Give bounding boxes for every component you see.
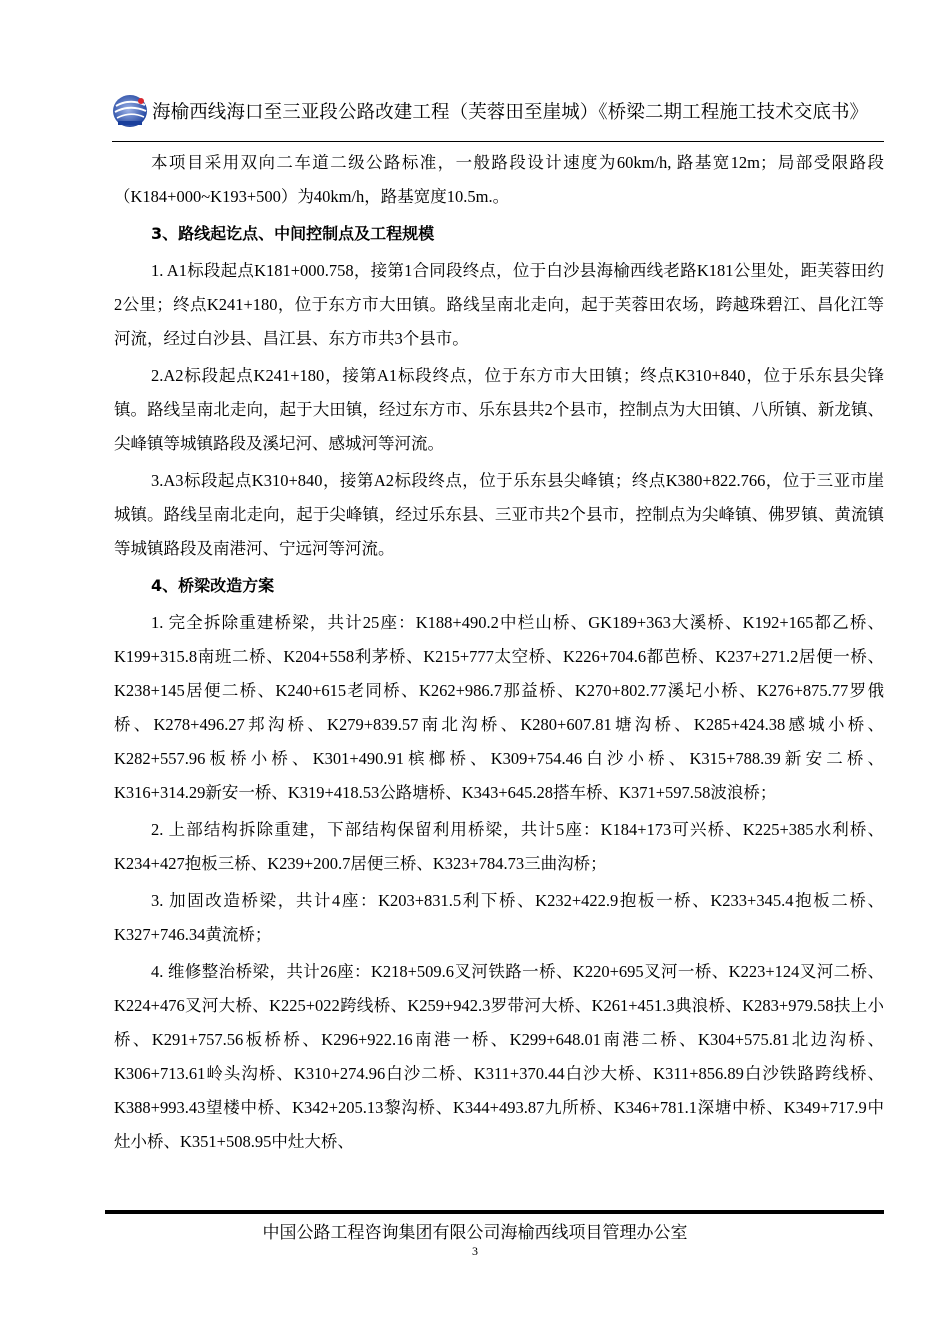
footer-divider [105,1210,884,1214]
section-3-paragraph-1: 1. A1标段起点K181+000.758，接第1合同段终点，位于白沙县海榆西线老路K181公里处，距芙蓉田约2公里；终点K241+180，位于东方市大田镇。路线呈南北走向，起于芙蓉田农场，跨越珠碧江、昌化江等河流，经过白沙县、昌江县、东方市共3个县市。 [114,261,884,348]
section-3-paragraph-2: 2.A2标段起点K241+180，接第A1标段终点，位于东方市大田镇；终点K310+840，位于乐东县尖锋镇。路线呈南北走向，起于大田镇，经过东方市、乐东县共2个县市，控制点为大田镇、八所镇、新龙镇、尖峰镇等城镇路段及溪圮河、感城河等河流。 [114,366,884,453]
company-logo-icon [112,94,150,128]
section-3-heading: 3、路线起讫点、中间控制点及工程规模 [151,224,435,243]
section-4-paragraph-1: 1. 完全拆除重建桥梁，共计25座：K188+490.2中栏山桥、GK189+363大溪桥、K192+165都乙桥、K199+315.8南班二桥、K204+558利茅桥、K215+777太空桥、K226+704.6都芭桥、K237+271.2居便一桥、K238+145居便二桥、K240+615老同桥、K262+986.7那益桥、K270+802.77溪圮小桥、K276+875.77罗俄桥、K278+496.27邦沟桥、K279+839.57南北沟桥、K280+607.81塘沟桥、K285+424.38感城小桥、K282+557.96板桥小桥、K301+490.91槟榔桥、K309+754.46白沙小桥、K315+788.39新安二桥、K316+314.29新安一桥、K319+418.53公路塘桥、K343+645.28搭车桥、K371+597.58波浪桥； [114,613,884,802]
header-divider [112,141,884,142]
page-number: 3 [472,1244,478,1258]
intro-paragraph: 本项目采用双向二车道二级公路标准，一般路段设计速度为60km/h, 路基宽12m；局部受限路段（K184+000~K193+500）为40km/h，路基宽度10.5m.。 [114,153,884,206]
section-3-paragraph-3: 3.A3标段起点K310+840，接第A2标段终点，位于乐东县尖峰镇；终点K380+822.766，位于三亚市崖城镇。路线呈南北走向，起于尖峰镇，经过乐东县、三亚市共2个县市，控制点为尖峰镇、佛罗镇、黄流镇等城镇路段及南港河、宁远河等河流。 [114,471,884,558]
header-title: 海榆西线海口至三亚段公路改建工程（芙蓉田至崖城）《桥梁二期工程施工技术交底书》 [152,102,869,123]
page-header [112,92,884,132]
footer-organization: 中国公路工程咨询集团有限公司海榆西线项目管理办公室 [262,1223,688,1243]
section-4-paragraph-4: 4. 维修整治桥梁，共计26座：K218+509.6叉河铁路一桥、K220+695叉河一桥、K223+124叉河二桥、K224+476叉河大桥、K225+022跨线桥、K259+942.3罗带河大桥、K261+451.3典浪桥、K283+979.58扶上小桥、K291+757.56板桥桥、K296+922.16南港一桥、K299+648.01南港二桥、K304+575.81北边沟桥、K306+713.61岭头沟桥、K310+274.96白沙二桥、K311+370.44白沙大桥、K311+856.89白沙铁路跨线桥、K388+993.43望楼中桥、K342+205.13黎沟桥、K344+493.87九所桥、K346+781.1深塘中桥、K349+717.9中灶小桥、K351+508.95中灶大桥、 [114,962,884,1151]
section-4-heading: 4、桥梁改造方案 [151,576,275,595]
section-4-paragraph-2: 2. 上部结构拆除重建，下部结构保留利用桥梁，共计5座：K184+173可兴桥、K225+385水利桥、K234+427抱板三桥、K239+200.7居便三桥、K323+784.73三曲沟桥； [114,820,884,873]
document-body [114,146,884,1159]
section-4-paragraph-3: 3. 加固改造桥梁，共计4座：K203+831.5利下桥、K232+422.9抱板一桥、K233+345.4抱板二桥、K327+746.34黄流桥； [114,891,884,944]
